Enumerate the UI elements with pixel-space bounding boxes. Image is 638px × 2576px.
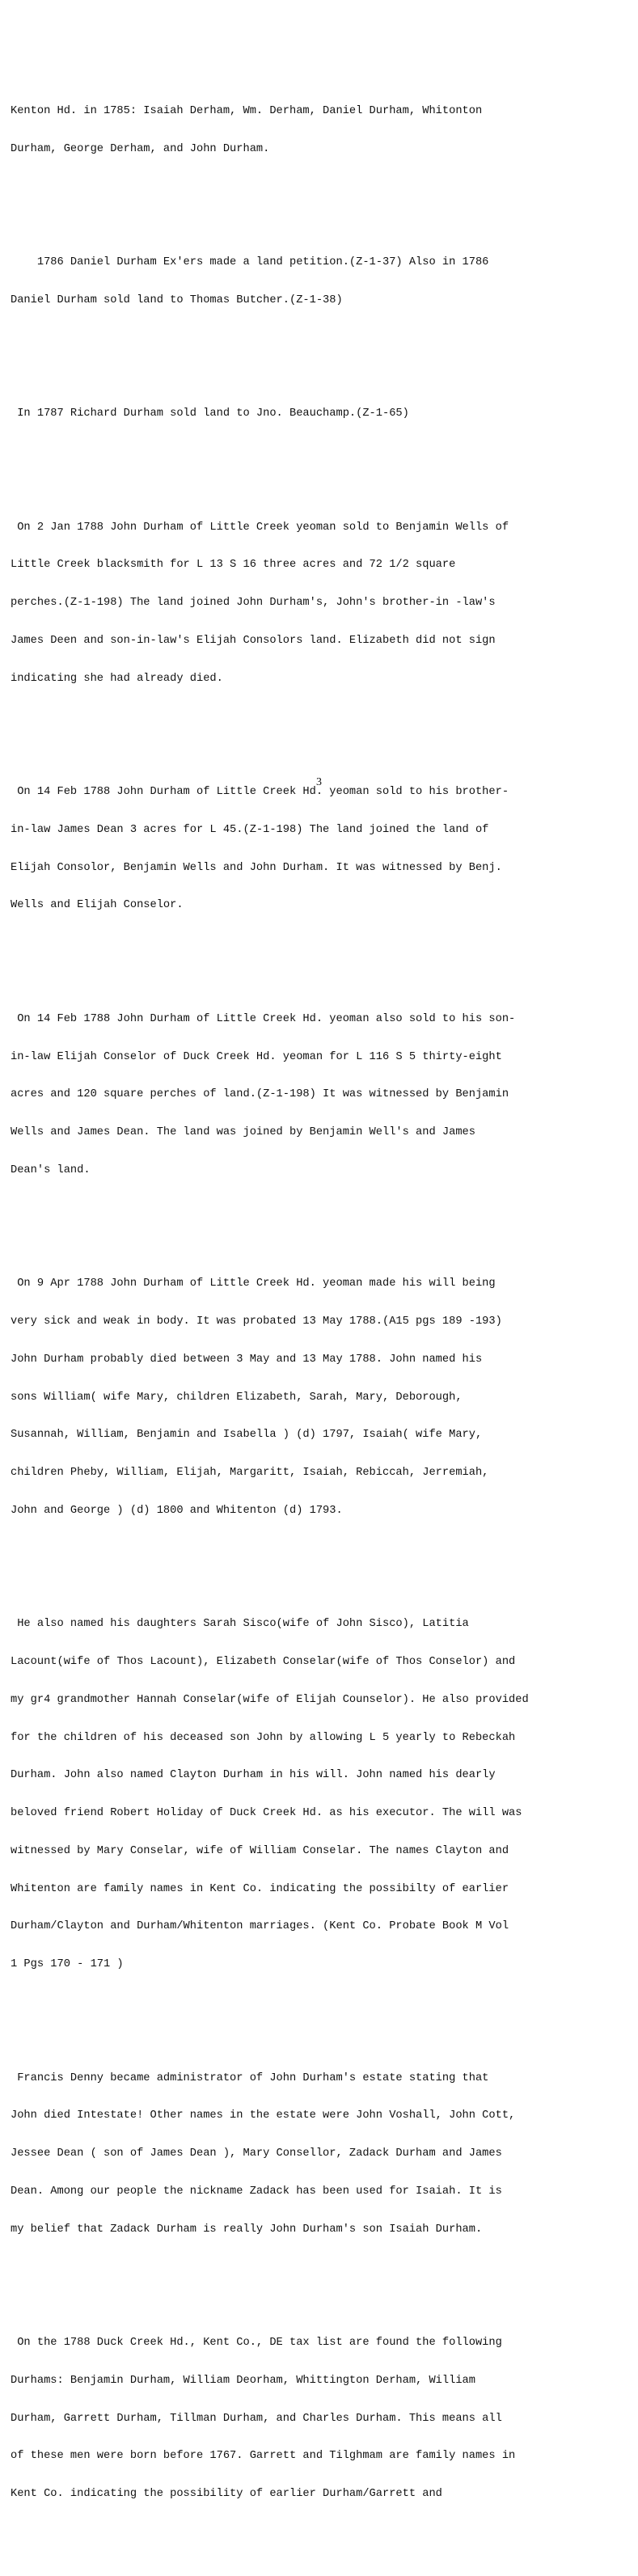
text-line: John died Intestate! Other names in the estate were John Voshall, John Cott, [11,2109,516,2122]
text-line: Francis Denny became administrator of John Durham's estate stating that [11,2071,489,2084]
text-line: Wells and James Dean. The land was joined by Benjamin Well's and James [11,1126,475,1139]
text-line: in-law Elijah Conselor of Duck Creek Hd. yeoman for L 116 S 5 thirty-eight [11,1050,502,1063]
text-line: Little Creek blacksmith for L 13 S 16 three acres and 72 1/2 square [11,559,456,572]
text-line: Kent Co. indicating the possibility of earlier Durham/Garrett and [11,2488,442,2501]
text-line: On 14 Feb 1788 John Durham of Little Creek Hd. yeoman also sold to his son- [11,1012,516,1025]
text-line: acres and 120 square perches of land.(Z-1-198) It was witnessed by Benjamin [11,1088,509,1101]
text-line: sons William( wife Mary, children Elizabeth, Sarah, Mary, Deborough, [11,1391,463,1404]
paragraph [11,382,630,446]
text-line: for the children of his deceased son John by allowing L 5 yearly to Rebeckah [11,1731,516,1744]
text-line: my belief that Zadack Durham is really John Durham's son Isaiah Durham. [11,2223,483,2236]
text-line: perches.(Z-1-198) The land joined John Durham's, John's brother-in -law's [11,597,496,610]
text-line: James Deen and son-in-law's Elijah Consolors land. Elizabeth did not sign [11,634,496,647]
text-line: Durhams: Benjamin Durham, William Deorham, Whittington Derham, William [11,2374,475,2387]
paragraph [11,231,630,332]
text-line: 1 Pgs 170 - 171 ) [11,1958,124,1971]
text-line: Lacount(wife of Thos Lacount), Elizabeth Conselar(wife of Thos Conselor) and [11,1656,516,1668]
paragraph [11,496,630,710]
text-line: witnessed by Mary Conselar, wife of William Conselar. The names Clayton and [11,1844,509,1857]
text-line: On 9 Apr 1788 John Durham of Little Creek Hd. yeoman made his will being [11,1277,496,1290]
document-body [11,42,630,2576]
paragraph [11,2046,630,2261]
text-line: of these men were born before 1767. Garrett and Tilghmam are family names in [11,2450,516,2463]
text-line: John Durham probably died between 3 May and 13 May 1788. John named his [11,1353,483,1366]
text-line: in-law James Dean 3 acres for L 45.(Z-1-198) The land joined the land of [11,823,489,836]
text-line: children Pheby, William, Elijah, Margaritt, Isaiah, Rebiccah, Jerremiah, [11,1467,489,1480]
text-line: indicating she had already died. [11,672,223,685]
paragraph [11,1593,630,1996]
text-line: Daniel Durham sold land to Thomas Butcher.(Z-1-38) [11,293,343,306]
text-line: Dean's land. [11,1163,91,1176]
text-line: In 1787 Richard Durham sold land to Jno. Beauchamp.(Z-1-65) [11,408,409,420]
text-line: Whitenton are family names in Kent Co. indicating the possibilty of earlier [11,1882,509,1895]
text-line: beloved friend Robert Holiday of Duck Creek Hd. as his executor. The will was [11,1807,522,1820]
text-line: very sick and weak in body. It was probated 13 May 1788.(A15 pgs 189 -193) [11,1315,502,1328]
text-line: Durham, George Derham, and John Durham. [11,142,270,155]
paragraph [11,988,630,1202]
text-line: He also named his daughters Sarah Sisco(wife of John Sisco), Latitia [11,1618,469,1631]
text-line: On the 1788 Duck Creek Hd., Kent Co., DE tax list are found the following [11,2337,502,2350]
text-line: Kenton Hd. in 1785: Isaiah Derham, Wm. Derham, Daniel Durham, Whitonton [11,104,483,117]
text-line: Susannah, William, Benjamin and Isabella ) (d) 1797, Isaiah( wife Mary, [11,1429,483,1442]
paragraph [11,2312,630,2526]
text-line: Jessee Dean ( son of James Dean ), Mary Consellor, Zadack Durham and James [11,2147,502,2160]
text-line: John and George ) (d) 1800 and Whitenton (d) 1793. [11,1504,343,1517]
text-line: On 14 Feb 1788 John Durham of Little Creek Hd. yeoman sold to his brother- [11,786,509,799]
text-line: Dean. Among our people the nickname Zadack has been used for Isaiah. It is [11,2185,502,2198]
text-line: 1786 Daniel Durham Ex'ers made a land petition.(Z-1-37) Also in 1786 [11,256,489,269]
paragraph [11,80,630,181]
text-line: Durham, Garrett Durham, Tillman Durham, and Charles Durham. This means all [11,2412,502,2425]
text-line: Durham/Clayton and Durham/Whitenton marriages. (Kent Co. Probate Book M Vol [11,1920,509,1933]
paragraph [11,1252,630,1543]
text-line: On 2 Jan 1788 John Durham of Little Creek yeoman sold to Benjamin Wells of [11,521,509,534]
text-line: Durham. John also named Clayton Durham in his will. John named his dearly [11,1769,496,1782]
text-line: Elijah Consolor, Benjamin Wells and John Durham. It was witnessed by Benj. [11,861,502,874]
page-number: 3 [316,776,322,788]
text-line: my gr4 grandmother Hannah Conselar(wife of Elijah Counselor). He also provided [11,1693,529,1706]
text-line: Wells and Elijah Conselor. [11,899,184,912]
